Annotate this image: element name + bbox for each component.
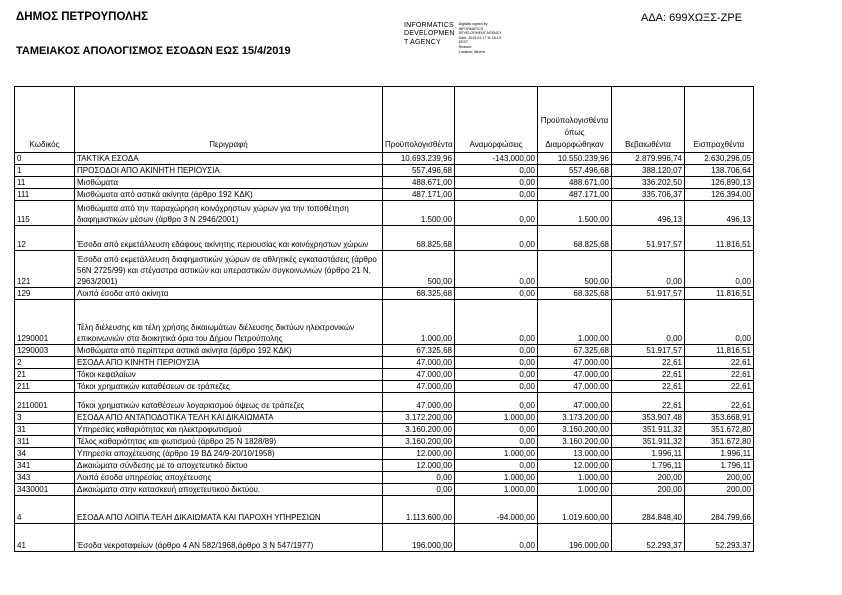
cell-code: 1290001 xyxy=(15,300,75,345)
cell-collected: 52.293,37 xyxy=(685,524,754,552)
cell-collected: 126.394,00 xyxy=(685,189,754,201)
cell-description: Έσοδα από εκμετάλλευση εδάφους ακίνητης περιουσίας και κοινόχρηστων χώρων xyxy=(75,226,383,251)
signature-detail-line: Reason: xyxy=(458,44,473,49)
header-code: Κωδικός xyxy=(15,87,75,153)
cell-code: 211 xyxy=(15,381,75,393)
cell-certified: 284.848,40 xyxy=(612,496,685,524)
cell-collected: 138.706,64 xyxy=(685,165,754,177)
cell-collected: 496,13 xyxy=(685,201,754,226)
table-row xyxy=(15,189,754,201)
cell-revisions: 0,00 xyxy=(455,189,538,201)
header-collected: Εισπραχθέντα xyxy=(685,87,754,153)
cell-budget: 12.000,00 xyxy=(383,460,455,472)
table-row xyxy=(15,472,754,484)
cell-budget: 68.825,68 xyxy=(383,226,455,251)
cell-revised-budget: 47.000,00 xyxy=(538,381,612,393)
cell-collected: 200,00 xyxy=(685,472,754,484)
signer-line: T AGENCY xyxy=(404,38,441,46)
cell-revised-budget: 557.496,68 xyxy=(538,165,612,177)
cell-certified: 51.917,57 xyxy=(612,226,685,251)
cell-revisions: 1.000,00 xyxy=(455,484,538,496)
cell-certified: 353.907,48 xyxy=(612,412,685,424)
cell-code: 4 xyxy=(15,496,75,524)
cell-code: 41 xyxy=(15,524,75,552)
cell-revised-budget: 68.825,68 xyxy=(538,226,612,251)
cell-description: Δικαιώματα σύνδεσης με το αποχετευτικό δίκτυο xyxy=(75,460,383,472)
cell-code: 1 xyxy=(15,165,75,177)
cell-revised-budget: 196.000,00 xyxy=(538,524,612,552)
table-row xyxy=(15,165,754,177)
table-row xyxy=(15,484,754,496)
cell-revisions: 0,00 xyxy=(455,436,538,448)
signature-details xyxy=(459,22,502,54)
cell-budget: 0,00 xyxy=(383,484,455,496)
cell-revised-budget: 47.000,00 xyxy=(538,393,612,412)
cell-description: Μισθώματα xyxy=(75,177,383,189)
cell-revised-budget: 10.550.239,96 xyxy=(538,153,612,165)
cell-revisions: 1.000,00 xyxy=(455,472,538,484)
cell-revised-budget: 12.000,00 xyxy=(538,460,612,472)
cell-certified: 336.202,50 xyxy=(612,177,685,189)
signature-detail-line: Digitally signed by xyxy=(458,22,488,26)
cell-budget: 557.496,68 xyxy=(383,165,455,177)
cell-certified: 22,61 xyxy=(612,357,685,369)
cell-code: 341 xyxy=(15,460,75,472)
cell-certified: 388.120,07 xyxy=(612,165,685,177)
cell-collected: 11.816,51 xyxy=(685,345,754,357)
cell-code: 121 xyxy=(15,251,75,288)
cell-certified: 51.917,57 xyxy=(612,288,685,300)
cell-description: Έσοδα νεκροταφείων (άρθρο 4 ΑΝ 582/1968,άρθρο 3 Ν 547/1977) xyxy=(75,524,383,552)
cell-certified: 0,00 xyxy=(612,251,685,288)
digital-signature-stamp xyxy=(404,22,502,54)
cell-revisions: 0,00 xyxy=(455,381,538,393)
table-row xyxy=(15,251,754,288)
cell-code: 34 xyxy=(15,448,75,460)
cell-certified: 351.911,32 xyxy=(612,436,685,448)
cell-certified: 22,61 xyxy=(612,369,685,381)
cell-description: Τόκοι χρηματικών καταθέσεων σε τράπεζες xyxy=(75,381,383,393)
cell-collected: 126.890,13 xyxy=(685,177,754,189)
table-row xyxy=(15,524,754,552)
cell-code: 3 xyxy=(15,412,75,424)
cell-budget: 3.160.200,00 xyxy=(383,436,455,448)
header-revised-budget: Προϋπολογισθέντα όπως Διαμορφώθηκαν xyxy=(538,87,612,153)
table-row xyxy=(15,357,754,369)
table-row xyxy=(15,177,754,189)
cell-budget: 488.671,00 xyxy=(383,177,455,189)
cell-description: Μισθώματα από την παραχώρηση κοινόχρηστων χώρων για την τοποθέτηση διαφημιστικών μέσων (άρθρο 3 Ν 2946/2001) xyxy=(75,201,383,226)
cell-revised-budget: 487.171,00 xyxy=(538,189,612,201)
cell-collected: 284.799,66 xyxy=(685,496,754,524)
cell-code: 0 xyxy=(15,153,75,165)
cell-revisions: 0,00 xyxy=(455,369,538,381)
cell-certified: 2.879.996,74 xyxy=(612,153,685,165)
cell-description: ΕΣΟΔΑ ΑΠΟ ΑΝΤΑΠΟΔΟΤΙΚΑ ΤΕΛΗ ΚΑΙ ΔΙΚΑΙΩΜΑΤΑ xyxy=(75,412,383,424)
cell-budget: 10.693.239,96 xyxy=(383,153,455,165)
cell-budget: 1.500,00 xyxy=(383,201,455,226)
cell-revisions: 0,00 xyxy=(455,393,538,412)
cell-code: 2110001 xyxy=(15,393,75,412)
cell-collected: 2.630.296,05 xyxy=(685,153,754,165)
cell-code: 1290003 xyxy=(15,345,75,357)
cell-budget: 47.000,00 xyxy=(383,369,455,381)
cell-code: 3430001 xyxy=(15,484,75,496)
cell-revised-budget: 67.325,68 xyxy=(538,345,612,357)
table-row xyxy=(15,201,754,226)
table-row xyxy=(15,381,754,393)
cell-collected: 22,61 xyxy=(685,393,754,412)
cell-revisions: 0,00 xyxy=(455,177,538,189)
cell-revised-budget: 13.000,00 xyxy=(538,448,612,460)
cell-code: 12 xyxy=(15,226,75,251)
cell-code: 311 xyxy=(15,436,75,448)
cell-certified: 200,00 xyxy=(612,472,685,484)
cell-revisions: 0,00 xyxy=(455,524,538,552)
header-revisions: Αναμορφώσεις xyxy=(455,87,538,153)
table-row xyxy=(15,393,754,412)
cell-revisions: 0,00 xyxy=(455,251,538,288)
municipality-name: ΔΗΜΟΣ ΠΕΤΡΟΥΠΟΛΗΣ xyxy=(16,11,148,23)
cell-certified: 351.911,32 xyxy=(612,424,685,436)
cell-revised-budget: 3.160.200,00 xyxy=(538,424,612,436)
signature-detail-line: Location: Athens xyxy=(458,49,486,54)
cell-budget: 1.113.600,00 xyxy=(383,496,455,524)
table-row xyxy=(15,460,754,472)
cell-revisions: 0,00 xyxy=(455,357,538,369)
cell-revisions: 0,00 xyxy=(455,201,538,226)
table-row xyxy=(15,448,754,460)
cell-certified: 22,61 xyxy=(612,393,685,412)
cell-description: Τόκοι χρηματικών καταθέσεων λογαριασμού όψεως σε τράπεζες xyxy=(75,393,383,412)
signature-detail-line: DEVELOPMENT AGENCY xyxy=(458,31,502,36)
cell-revised-budget: 68.325,68 xyxy=(538,288,612,300)
table-header-row xyxy=(15,87,754,153)
cell-certified: 1.996,11 xyxy=(612,448,685,460)
table-row xyxy=(15,436,754,448)
cell-revisions: -94.000,00 xyxy=(455,496,538,524)
cell-description: ΤΑΚΤΙΚΑ ΕΣΟΔΑ xyxy=(75,153,383,165)
cell-code: 111 xyxy=(15,189,75,201)
cell-budget: 0,00 xyxy=(383,472,455,484)
cell-code: 129 xyxy=(15,288,75,300)
signer-name xyxy=(404,22,455,47)
cell-certified: 0,00 xyxy=(612,300,685,345)
cell-budget: 47.000,00 xyxy=(383,357,455,369)
table-row xyxy=(15,412,754,424)
cell-budget: 487.171,00 xyxy=(383,189,455,201)
cell-collected: 22,61 xyxy=(685,381,754,393)
cell-budget: 47.000,00 xyxy=(383,393,455,412)
cell-code: 115 xyxy=(15,201,75,226)
cell-collected: 11.816,51 xyxy=(685,226,754,251)
cell-code: 31 xyxy=(15,424,75,436)
cell-budget: 3.172.200,00 xyxy=(383,412,455,424)
cell-revisions: 0,00 xyxy=(455,288,538,300)
cell-revisions: -143.000,00 xyxy=(455,153,538,165)
cell-revised-budget: 3.160.200,00 xyxy=(538,436,612,448)
cell-budget: 3.160.200,00 xyxy=(383,424,455,436)
table-row xyxy=(15,288,754,300)
cell-collected: 1.796,11 xyxy=(685,460,754,472)
signer-line: DEVELOPMEN xyxy=(404,30,455,38)
cell-revisions: 0,00 xyxy=(455,424,538,436)
cell-revisions: 0,00 xyxy=(455,300,538,345)
cell-revised-budget: 3.173.200,00 xyxy=(538,412,612,424)
cell-collected: 1.996,11 xyxy=(685,448,754,460)
cell-budget: 1.000,00 xyxy=(383,300,455,345)
cell-description: Δικαιώματα στην κατασκευή αποχετευτικού δικτύου. xyxy=(75,484,383,496)
cell-code: 11 xyxy=(15,177,75,189)
cell-description: ΠΡΟΣΟΔΟΙ ΑΠΟ ΑΚΙΝΗΤΗ ΠΕΡΙΟΥΣΙΑ xyxy=(75,165,383,177)
cell-certified: 52.293,37 xyxy=(612,524,685,552)
cell-certified: 496,13 xyxy=(612,201,685,226)
cell-collected: 22,61 xyxy=(685,357,754,369)
document-title: ΤΑΜΕΙΑΚΟΣ ΑΠΟΛΟΓΙΣΜΟΣ ΕΣΟΔΩΝ ΕΩΣ 15/4/2019 xyxy=(16,45,291,57)
cell-revised-budget: 1.000,00 xyxy=(538,300,612,345)
signature-detail-line: Date: 2019.04.17 11:16:13 xyxy=(458,35,501,40)
revenue-table xyxy=(14,86,754,552)
cell-budget: 12.000,00 xyxy=(383,448,455,460)
cell-description: Λοιπά έσοδα από ακίνητα xyxy=(75,288,383,300)
cell-code: 2 xyxy=(15,357,75,369)
cell-collected: 22,61 xyxy=(685,369,754,381)
cell-collected: 353.668,91 xyxy=(685,412,754,424)
cell-collected: 351.672,80 xyxy=(685,424,754,436)
cell-revised-budget: 1.019.600,00 xyxy=(538,496,612,524)
cell-certified: 51.917,57 xyxy=(612,345,685,357)
cell-revisions: 1.000,00 xyxy=(455,448,538,460)
table-row xyxy=(15,345,754,357)
cell-description: Υπηρεσία αποχέτευσης (άρθρο 19 ΒΔ 24/9-20/10/1958) xyxy=(75,448,383,460)
header-budget: Προϋπολογισθέντα xyxy=(383,87,455,153)
cell-certified: 335.706,37 xyxy=(612,189,685,201)
signer-line: INFORMATICS xyxy=(404,22,454,29)
cell-description: ΕΣΟΔΑ ΑΠΟ ΛΟΙΠΑ ΤΕΛΗ ΔΙΚΑΙΩΜΑΤΑ ΚΑΙ ΠΑΡΟΧΗ ΥΠΗΡΕΣΙΩΝ xyxy=(75,496,383,524)
cell-collected: 351.672,80 xyxy=(685,436,754,448)
table-row xyxy=(15,496,754,524)
signature-detail-line: EEST xyxy=(458,40,469,45)
cell-certified: 200,00 xyxy=(612,484,685,496)
cell-description: Υπηρεσίες καθαριότητας και ηλεκτροφωτισμού xyxy=(75,424,383,436)
cell-revised-budget: 1.500,00 xyxy=(538,201,612,226)
cell-code: 21 xyxy=(15,369,75,381)
cell-description: Μισθώματα από αστικά ακίνητα (άρθρο 192 ΚΔΚ) xyxy=(75,189,383,201)
cell-certified: 22,61 xyxy=(612,381,685,393)
table-row xyxy=(15,226,754,251)
cell-revisions: 0,00 xyxy=(455,165,538,177)
header-certified: Βεβαιωθέντα xyxy=(612,87,685,153)
table-row xyxy=(15,369,754,381)
cell-code: 343 xyxy=(15,472,75,484)
cell-budget: 500,00 xyxy=(383,251,455,288)
cell-description: Λοιπά έσοδα υπηρεσίας αποχέτευσης xyxy=(75,472,383,484)
ada-code: ΑΔΑ: 699ΧΩΞΣ-ΖΡΕ xyxy=(641,12,743,24)
cell-revised-budget: 488.671,00 xyxy=(538,177,612,189)
cell-description: Έσοδα από εκμετάλλευση διαφημιστικών χώρων σε αθλητικές εγκαταστάσεις (άρθρο 56Ν 2725/99) και στέγαστρα αστικών και υπεραστικών συγκοινωνιών (άρθρο 21 Ν. 2963/2001) xyxy=(75,251,383,288)
cell-revised-budget: 47.000,00 xyxy=(538,357,612,369)
cell-revisions: 0,00 xyxy=(455,345,538,357)
cell-budget: 67.325,68 xyxy=(383,345,455,357)
table-row xyxy=(15,300,754,345)
cell-description: Μισθώματα από περίπτερα αστικά ακίνητα (άρθρο 192 ΚΔΚ) xyxy=(75,345,383,357)
cell-budget: 47.000,00 xyxy=(383,381,455,393)
cell-description: Τέλη διέλευσης και τέλη χρήσης δικαιωμάτων διέλευσης δικτύων ηλεκτρονικών επικοινωνιών στα διοικητικά όρια του Δήμου Πετρούπολης xyxy=(75,300,383,345)
signature-detail-line: INFORMATICS xyxy=(458,26,484,31)
cell-revised-budget: 1.000,00 xyxy=(538,484,612,496)
cell-revisions: 1.000,00 xyxy=(455,412,538,424)
cell-revisions: 0,00 xyxy=(455,460,538,472)
cell-revised-budget: 500,00 xyxy=(538,251,612,288)
table-row xyxy=(15,424,754,436)
cell-revised-budget: 1.000,00 xyxy=(538,472,612,484)
cell-description: Τέλος καθαριότητας και φωτισμού (άρθρο 25 Ν 1828/89) xyxy=(75,436,383,448)
cell-certified: 1.796,11 xyxy=(612,460,685,472)
cell-budget: 68.325,68 xyxy=(383,288,455,300)
cell-collected: 0,00 xyxy=(685,251,754,288)
cell-collected: 0,00 xyxy=(685,300,754,345)
cell-revisions: 0,00 xyxy=(455,226,538,251)
cell-description: ΕΣΟΔΑ ΑΠΟ ΚΙΝΗΤΗ ΠΕΡΙΟΥΣΙΑ xyxy=(75,357,383,369)
cell-collected: 11.816,51 xyxy=(685,288,754,300)
header-description: Περιγραφή xyxy=(75,87,383,153)
cell-collected: 200,00 xyxy=(685,484,754,496)
table-row xyxy=(15,153,754,165)
cell-budget: 196.000,00 xyxy=(383,524,455,552)
cell-revised-budget: 47.000,00 xyxy=(538,369,612,381)
cell-description: Τόκοι κεφαλαίων xyxy=(75,369,383,381)
